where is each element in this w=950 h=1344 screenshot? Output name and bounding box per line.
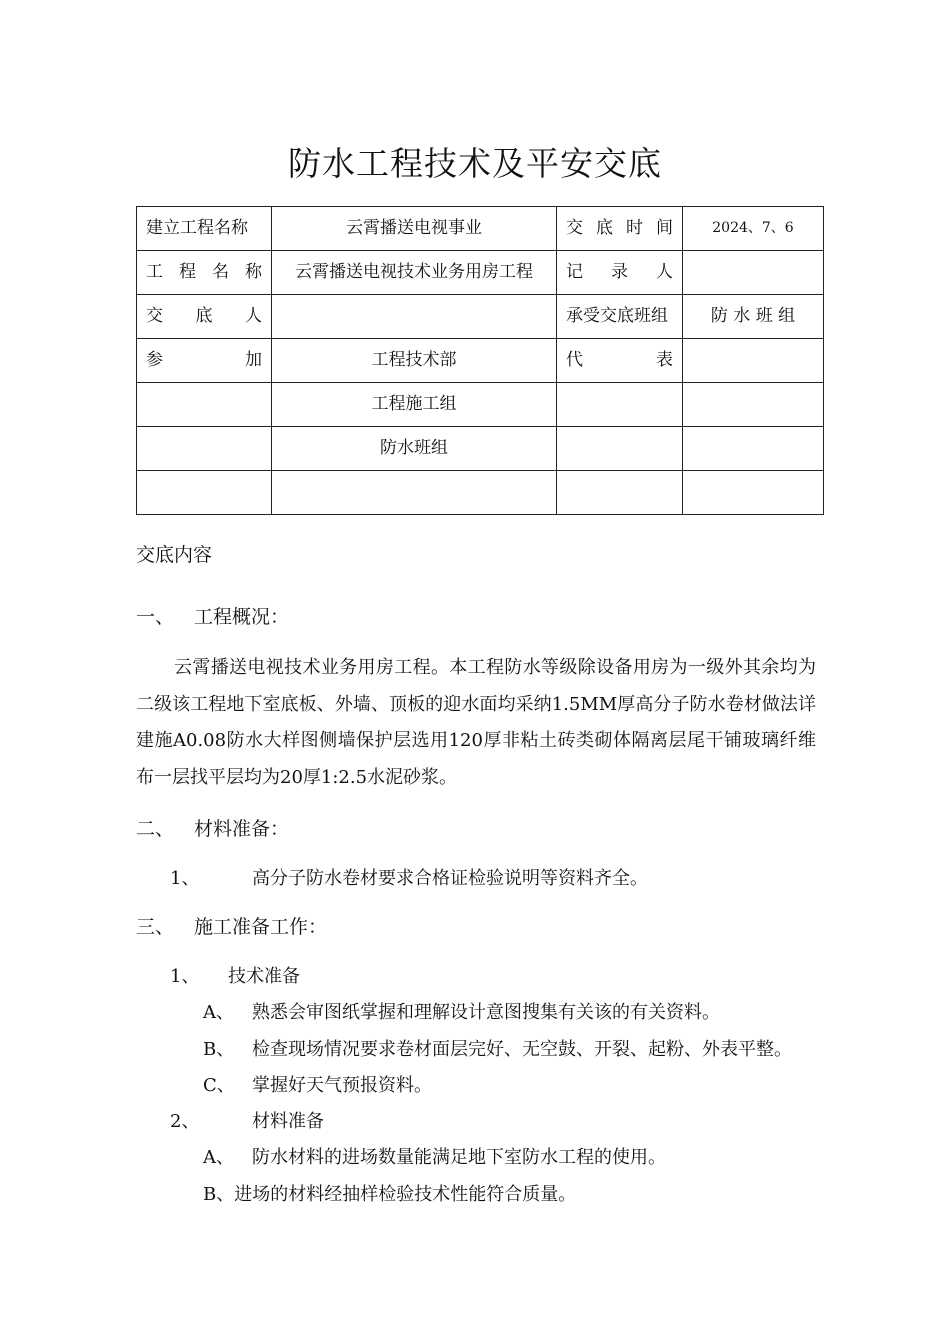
material-item-text: 高分子防水卷材要求合格证检验说明等资料齐全。 [252,868,648,889]
material-item-number: 1、 [170,868,200,889]
table-row [137,427,824,471]
table-row [137,207,824,251]
sub1-a-number: A、 [203,1002,234,1023]
sub2-a-number: A、 [203,1147,234,1168]
section-3-number: 三、 [136,916,175,938]
empty-cell [557,383,683,427]
sub1-c-number: C、 [203,1075,235,1096]
label-date: 交底时间 [557,207,683,251]
table-row [137,471,824,515]
value-date: 2024、7、6 [683,207,824,251]
value-receiving-team: 防 水 班 组 [683,295,824,339]
sub1-b-number: B、 [203,1039,235,1060]
label-participants: 参加 [137,339,272,383]
label-project-name: 建立工程名称 [137,207,272,251]
representative-1 [683,339,824,383]
empty-cell [272,471,557,515]
sub1-title: 技术准备 [228,966,300,987]
label-presenter: 交底人 [137,295,272,339]
sub1-number: 1、 [170,966,200,987]
sub2-b-text: B、进场的材料经抽样检验技术性能符合质量。 [203,1184,577,1205]
table-row [137,339,824,383]
value-work-name: 云霄播送电视技术业务用房工程 [272,251,557,295]
info-table [136,206,824,515]
page-title: 防水工程技术及平安交底 [288,144,662,183]
label-representative: 代表 [557,339,683,383]
sub2-a-text: 防水材料的进场数量能满足地下室防水工程的使用。 [252,1147,666,1168]
overview-paragraph: 云霄播送电视技术业务用房工程。本工程防水等级除设备用房为一级外其余均为二级该工程地下室底板、外墙、顶板的迎水面均采纳1.5MM厚高分子防水卷材做法详建施A0.08防水大样图侧墙保护层选用120厚非粘土砖类砌体隔离层尾干铺玻璃纤维布一层找平层均为20厚1:2.5水泥砂浆。 [136,657,816,788]
section-2-number: 二、 [136,818,175,840]
section-1-number: 一、 [136,606,175,628]
participant-1: 工程技术部 [272,339,557,383]
participant-3: 防水班组 [272,427,557,471]
sub2-title: 材料准备 [252,1111,324,1132]
value-recorder [683,251,824,295]
label-recorder: 记录人 [557,251,683,295]
participant-2: 工程施工组 [272,383,557,427]
sub2-number: 2、 [170,1111,200,1132]
empty-cell [683,383,824,427]
label-receiving-team: 承受交底班组 [557,295,683,339]
sub1-a-text: 熟悉会审图纸掌握和理解设计意图搜集有关该的有关资料。 [252,1002,720,1023]
section-1-title: 工程概况： [194,606,290,628]
content-label: 交底内容 [136,544,213,566]
table-row [137,295,824,339]
empty-cell [137,471,272,515]
value-presenter [272,295,557,339]
value-project-name: 云霄播送电视事业 [272,207,557,251]
empty-cell [683,427,824,471]
section-3-title: 施工准备工作： [194,916,328,938]
table-row [137,383,824,427]
section-2-title: 材料准备： [194,818,290,840]
empty-cell [557,471,683,515]
sub1-b-text: 检查现场情况要求卷材面层完好、无空鼓、开裂、起粉、外表平整。 [252,1039,792,1060]
empty-cell [557,427,683,471]
empty-cell [137,427,272,471]
empty-cell [137,383,272,427]
empty-cell [683,471,824,515]
table-row [137,251,824,295]
sub1-c-text: 掌握好天气预报资料。 [252,1075,432,1096]
label-work-name: 工程名称 [137,251,272,295]
